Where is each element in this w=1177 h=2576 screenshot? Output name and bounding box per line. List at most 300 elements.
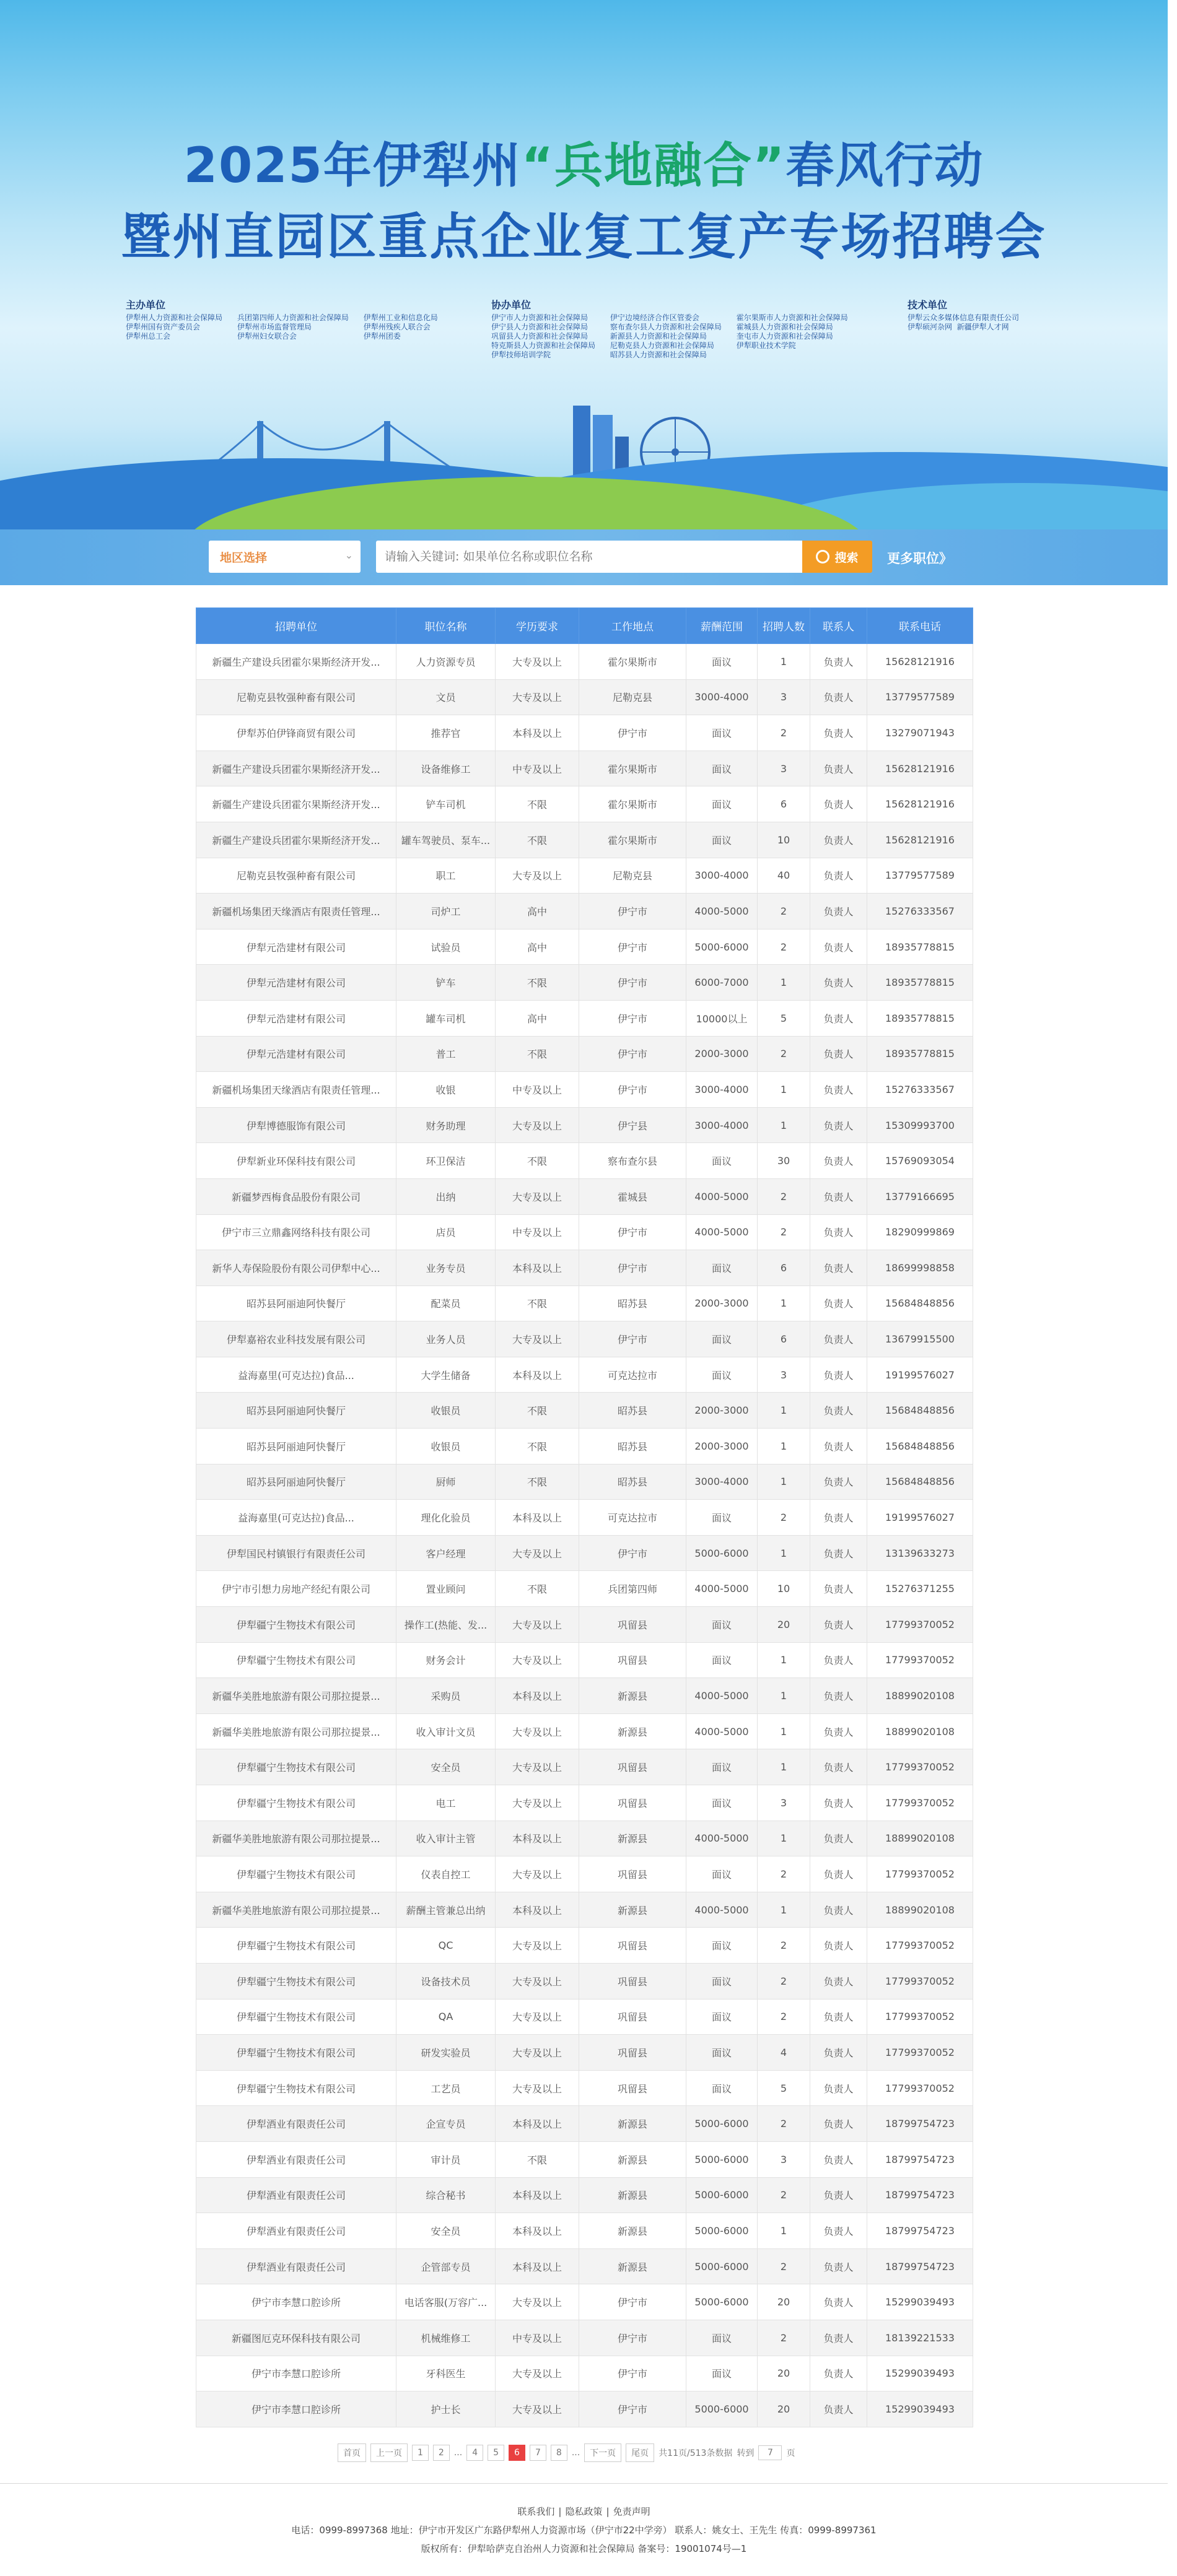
position-cell[interactable]: 护士长 <box>396 2391 496 2427</box>
phone-cell: 17799370052 <box>867 1999 973 2035</box>
position-cell[interactable]: 审计员 <box>396 2141 496 2177</box>
company-cell[interactable]: 伊宁市三立鼎鑫网络科技有限公司 <box>196 1214 396 1250</box>
headcount-cell: 2 <box>758 1963 810 1999</box>
search-input[interactable] <box>376 541 802 573</box>
education-cell: 中专及以上 <box>496 751 579 786</box>
position-cell[interactable]: 置业顾问 <box>396 1571 496 1607</box>
contact-cell: 负责人 <box>810 1429 867 1464</box>
position-cell[interactable]: 设备维修工 <box>396 751 496 786</box>
headcount-cell: 30 <box>758 1143 810 1179</box>
table-row[interactable] <box>196 1749 973 1785</box>
salary-cell: 6000-7000 <box>686 965 758 1001</box>
company-cell[interactable]: 伊犁博德服饰有限公司 <box>196 1107 396 1143</box>
position-cell[interactable]: 财务助理 <box>396 1107 496 1143</box>
table-row[interactable] <box>196 1856 973 1892</box>
position-cell[interactable]: 收银 <box>396 1072 496 1108</box>
phone-cell: 15299039493 <box>867 2356 973 2391</box>
org-item: 奎屯市人力资源和社会保障局 <box>736 332 833 341</box>
headcount-cell: 1 <box>758 1642 810 1678</box>
phone-cell: 19199576027 <box>867 1500 973 1536</box>
contact-cell: 负责人 <box>810 1143 867 1179</box>
org-item: 伊宁市人力资源和社会保障局 <box>491 313 588 322</box>
position-cell[interactable]: QC <box>396 1928 496 1964</box>
table-row[interactable] <box>196 929 973 965</box>
contact-cell: 负责人 <box>810 1678 867 1714</box>
position-cell[interactable]: 店员 <box>396 1214 496 1250</box>
page-link[interactable]: 4 <box>466 2445 483 2461</box>
company-cell[interactable]: 新疆图厄克环保科技有限公司 <box>196 2320 396 2356</box>
table-row[interactable] <box>196 1500 973 1536</box>
table-row[interactable] <box>196 822 973 858</box>
company-cell[interactable]: 伊犁疆宁生物技术有限公司 <box>196 2035 396 2071</box>
position-cell[interactable]: 安全员 <box>396 1749 496 1785</box>
education-cell: 本科及以上 <box>496 1250 579 1286</box>
position-cell[interactable]: 罐车司机 <box>396 1000 496 1036</box>
salary-cell: 面议 <box>686 715 758 751</box>
table-row[interactable] <box>196 1000 973 1036</box>
company-cell[interactable]: 伊犁疆宁生物技术有限公司 <box>196 1642 396 1678</box>
company-cell[interactable]: 伊犁元浩建材有限公司 <box>196 929 396 965</box>
position-cell[interactable]: 文员 <box>396 679 496 715</box>
location-cell: 尼勒克县 <box>579 679 686 715</box>
company-cell[interactable]: 新疆华美胜地旅游有限公司那拉提景... <box>196 1678 396 1714</box>
location-cell: 巩留县 <box>579 1642 686 1678</box>
company-cell[interactable]: 新疆生产建设兵团霍尔果斯经济开发... <box>196 644 396 680</box>
search-button[interactable] <box>802 541 872 573</box>
phone-cell: 18799754723 <box>867 2248 973 2284</box>
company-cell[interactable]: 昭苏县阿丽迪阿快餐厅 <box>196 1286 396 1321</box>
table-row[interactable] <box>196 2177 973 2213</box>
company-cell[interactable]: 新疆机场集团天缘酒店有限责任管理... <box>196 1072 396 1108</box>
education-cell: 不限 <box>496 1286 579 1321</box>
position-cell[interactable]: 收入审计文员 <box>396 1713 496 1749</box>
position-cell[interactable]: 职工 <box>396 858 496 894</box>
position-cell[interactable]: 普工 <box>396 1036 496 1072</box>
location-cell: 伊宁市 <box>579 1250 686 1286</box>
salary-cell: 5000-6000 <box>686 2141 758 2177</box>
table-row[interactable] <box>196 1928 973 1964</box>
headcount-cell: 2 <box>758 1500 810 1536</box>
table-row[interactable] <box>196 786 973 822</box>
position-cell[interactable]: 财务会计 <box>396 1642 496 1678</box>
table-row[interactable] <box>196 2248 973 2284</box>
salary-cell: 4000-5000 <box>686 1571 758 1607</box>
contact-cell: 负责人 <box>810 2213 867 2249</box>
company-cell[interactable]: 新华人寿保险股份有限公司伊犁中心... <box>196 1250 396 1286</box>
position-cell[interactable]: 牙科医生 <box>396 2356 496 2391</box>
table-row[interactable] <box>196 644 973 680</box>
phone-cell: 18899020108 <box>867 1713 973 1749</box>
company-cell[interactable]: 昭苏县阿丽迪阿快餐厅 <box>196 1464 396 1500</box>
position-cell[interactable]: 理化化验员 <box>396 1500 496 1536</box>
company-cell[interactable]: 尼勒克县牧强种畜有限公司 <box>196 679 396 715</box>
education-cell: 大专及以上 <box>496 1642 579 1678</box>
position-cell[interactable]: 综合秘书 <box>396 2177 496 2213</box>
phone-cell: 15769093054 <box>867 1143 973 1179</box>
company-cell[interactable]: 伊犁元浩建材有限公司 <box>196 1036 396 1072</box>
table-row[interactable] <box>196 1713 973 1749</box>
company-cell[interactable]: 伊犁元浩建材有限公司 <box>196 965 396 1001</box>
company-cell[interactable]: 新疆生产建设兵团霍尔果斯经济开发... <box>196 822 396 858</box>
company-cell[interactable]: 伊犁疆宁生物技术有限公司 <box>196 1749 396 1785</box>
salary-cell: 4000-5000 <box>686 1892 758 1928</box>
position-cell[interactable]: 电话客服(万容广... <box>396 2284 496 2320</box>
goto-page-input[interactable] <box>758 2445 782 2460</box>
table-row[interactable] <box>196 1678 973 1714</box>
table-row[interactable] <box>196 858 973 894</box>
company-cell[interactable]: 伊犁酒业有限责任公司 <box>196 2106 396 2142</box>
column-header: 联系电话 <box>867 608 973 644</box>
salary-cell: 3000-4000 <box>686 858 758 894</box>
position-cell[interactable]: 企管部专员 <box>396 2248 496 2284</box>
headcount-cell: 2 <box>758 1036 810 1072</box>
location-cell: 伊宁市 <box>579 965 686 1001</box>
coop-label: 协办单位 <box>491 299 532 311</box>
phone-cell: 15276333567 <box>867 1072 973 1108</box>
table-row[interactable] <box>196 894 973 929</box>
table-row[interactable] <box>196 1892 973 1928</box>
region-select-label: 地区选择 <box>220 551 268 565</box>
position-cell[interactable]: 推荐官 <box>396 715 496 751</box>
position-cell[interactable]: 企宣专员 <box>396 2106 496 2142</box>
org-item: 伊犁技师培训学院 <box>491 350 551 359</box>
table-row[interactable] <box>196 2106 973 2142</box>
headcount-cell: 10 <box>758 1571 810 1607</box>
coop-col-3 <box>737 313 848 350</box>
phone-cell: 18799754723 <box>867 2106 973 2142</box>
education-cell: 本科及以上 <box>496 1821 579 1856</box>
jobs-table <box>196 607 973 2427</box>
org-item: 伊宁边境经济合作区管委会 <box>610 313 699 322</box>
location-cell: 昭苏县 <box>579 1286 686 1321</box>
company-cell[interactable]: 益海嘉里(可克达拉)食品... <box>196 1500 396 1536</box>
company-cell[interactable]: 新疆生产建设兵团霍尔果斯经济开发... <box>196 751 396 786</box>
table-row[interactable] <box>196 1642 973 1678</box>
position-cell[interactable]: 司炉工 <box>396 894 496 929</box>
company-cell[interactable]: 伊犁疆宁生物技术有限公司 <box>196 1785 396 1821</box>
headcount-cell: 1 <box>758 1749 810 1785</box>
page-link-active[interactable]: 6 <box>509 2445 525 2461</box>
phone-cell: 18935778815 <box>867 965 973 1001</box>
org-item: 特克斯县人力资源和社会保障局 <box>491 341 596 350</box>
company-cell[interactable]: 新疆华美胜地旅游有限公司那拉提景... <box>196 1892 396 1928</box>
education-cell: 大专及以上 <box>496 2391 579 2427</box>
table-row[interactable] <box>196 965 973 1001</box>
next-page-button[interactable]: 下一页 <box>584 2443 621 2462</box>
table-row[interactable] <box>196 1214 973 1250</box>
company-cell[interactable]: 伊宁市李慧口腔诊所 <box>196 2391 396 2427</box>
phone-cell: 18699998858 <box>867 1250 973 1286</box>
column-header: 薪酬范围 <box>686 608 758 644</box>
footer-copyright: 版权所有：伊犁哈萨克自治州人力资源和社会保障局 备案号：19001074号—1 <box>421 2543 747 2554</box>
education-cell: 不限 <box>496 1393 579 1429</box>
company-cell[interactable]: 伊宁市李慧口腔诊所 <box>196 2356 396 2391</box>
education-cell: 本科及以上 <box>496 1500 579 1536</box>
phone-cell: 15684848856 <box>867 1464 973 1500</box>
footer-contact: 电话：0999-8997368 地址：伊宁市开发区广东路伊犁州人力资源市场（伊宁市22中学旁） 联系人：姚女士、王先生 传真：0999-8997361 <box>291 2525 877 2536</box>
table-row[interactable] <box>196 1785 973 1821</box>
headcount-cell: 1 <box>758 1072 810 1108</box>
location-cell: 巩留县 <box>579 1928 686 1964</box>
contact-cell: 负责人 <box>810 2035 867 2071</box>
table-row[interactable] <box>196 1429 973 1464</box>
table-row[interactable] <box>196 2035 973 2071</box>
headcount-cell: 1 <box>758 1429 810 1464</box>
headcount-cell: 1 <box>758 1535 810 1571</box>
education-cell: 本科及以上 <box>496 1892 579 1928</box>
position-cell[interactable]: 收入审计主管 <box>396 1821 496 1856</box>
org-item: 伊犁云众多媒体信息有限责任公司 <box>908 313 1020 322</box>
company-cell[interactable]: 新疆华美胜地旅游有限公司那拉提景... <box>196 1713 396 1749</box>
table-row[interactable] <box>196 1963 973 1999</box>
location-cell: 新源县 <box>579 1892 686 1928</box>
location-cell: 伊宁市 <box>579 2320 686 2356</box>
phone-cell: 18290999869 <box>867 1214 973 1250</box>
page-ellipsis: ... <box>453 2448 463 2458</box>
salary-cell: 面议 <box>686 1357 758 1393</box>
education-cell: 中专及以上 <box>496 1214 579 1250</box>
phone-cell: 18799754723 <box>867 2177 973 2213</box>
region-select[interactable] <box>209 541 361 573</box>
salary-cell: 面议 <box>686 1321 758 1357</box>
coop-orgs <box>491 300 860 360</box>
education-cell: 大专及以上 <box>496 2070 579 2106</box>
org-item: 兵团第四师人力资源和社会保障局 <box>237 313 349 322</box>
table-row[interactable] <box>196 2284 973 2320</box>
headcount-cell: 1 <box>758 2213 810 2249</box>
table-row[interactable] <box>196 2213 973 2249</box>
table-row[interactable] <box>196 1178 973 1214</box>
org-item: 尼勒克县人力资源和社会保障局 <box>610 341 714 350</box>
company-cell[interactable]: 新疆华美胜地旅游有限公司那拉提景... <box>196 1821 396 1856</box>
table-row[interactable] <box>196 1607 973 1643</box>
location-cell: 巩留县 <box>579 1607 686 1643</box>
position-cell[interactable]: QA <box>396 1999 496 2035</box>
table-row[interactable] <box>196 1286 973 1321</box>
company-cell[interactable]: 新疆生产建设兵团霍尔果斯经济开发... <box>196 786 396 822</box>
salary-cell: 5000-6000 <box>686 929 758 965</box>
company-cell[interactable]: 益海嘉里(可克达拉)食品... <box>196 1357 396 1393</box>
company-cell[interactable]: 伊犁新业环保科技有限公司 <box>196 1143 396 1179</box>
table-row[interactable] <box>196 751 973 786</box>
company-cell[interactable]: 新疆机场集团天缘酒店有限责任管理... <box>196 894 396 929</box>
page-link[interactable]: 7 <box>530 2445 546 2461</box>
phone-cell: 17799370052 <box>867 1607 973 1643</box>
org-item: 巩留县人力资源和社会保障局 <box>491 332 588 341</box>
position-cell[interactable]: 业务人员 <box>396 1321 496 1357</box>
table-row[interactable] <box>196 715 973 751</box>
phone-cell: 17799370052 <box>867 2070 973 2106</box>
company-cell[interactable]: 伊犁嘉裕农业科技发展有限公司 <box>196 1321 396 1357</box>
page-link[interactable]: 2 <box>433 2445 450 2461</box>
table-row[interactable] <box>196 1250 973 1286</box>
education-cell: 大专及以上 <box>496 644 579 680</box>
company-cell[interactable]: 新疆梦西梅食品股份有限公司 <box>196 1178 396 1214</box>
position-cell[interactable]: 安全员 <box>396 2213 496 2249</box>
position-cell[interactable]: 收银员 <box>396 1429 496 1464</box>
position-cell[interactable]: 仪表自控工 <box>396 1856 496 1892</box>
headcount-cell: 3 <box>758 2141 810 2177</box>
table-row[interactable] <box>196 2070 973 2106</box>
company-cell[interactable]: 伊宁市李慧口腔诊所 <box>196 2284 396 2320</box>
company-cell[interactable]: 伊犁疆宁生物技术有限公司 <box>196 1999 396 2035</box>
company-cell[interactable]: 昭苏县阿丽迪阿快餐厅 <box>196 1429 396 1464</box>
table-row[interactable] <box>196 2320 973 2356</box>
org-item: 伊犁州残疾人联合会 <box>363 323 431 331</box>
position-cell[interactable]: 试验员 <box>396 929 496 965</box>
company-cell[interactable]: 伊犁酒业有限责任公司 <box>196 2248 396 2284</box>
table-row[interactable] <box>196 2391 973 2427</box>
contact-cell: 负责人 <box>810 2284 867 2320</box>
company-cell[interactable]: 伊犁苏伯伊锋商贸有限公司 <box>196 715 396 751</box>
position-cell[interactable]: 人力资源专员 <box>396 644 496 680</box>
location-cell: 伊宁市 <box>579 2391 686 2427</box>
contact-cell: 负责人 <box>810 2320 867 2356</box>
position-cell[interactable]: 出纳 <box>396 1178 496 1214</box>
first-page-button[interactable]: 首页 <box>338 2443 366 2462</box>
headcount-cell: 2 <box>758 929 810 965</box>
footer-link-contact[interactable]: 联系我们 <box>517 2506 555 2517</box>
company-cell[interactable]: 尼勒克县牧强种畜有限公司 <box>196 858 396 894</box>
education-cell: 大专及以上 <box>496 1785 579 1821</box>
page-link[interactable]: 5 <box>488 2445 504 2461</box>
position-cell[interactable]: 收银员 <box>396 1393 496 1429</box>
company-cell[interactable]: 伊犁酒业有限责任公司 <box>196 2141 396 2177</box>
position-cell[interactable]: 机械维修工 <box>396 2320 496 2356</box>
table-row[interactable] <box>196 1571 973 1607</box>
org-item: 霍尔果斯市人力资源和社会保障局 <box>736 313 848 322</box>
company-cell[interactable]: 伊犁疆宁生物技术有限公司 <box>196 2070 396 2106</box>
salary-cell: 4000-5000 <box>686 1214 758 1250</box>
page-link[interactable]: 1 <box>412 2445 429 2461</box>
salary-cell: 面议 <box>686 1963 758 1999</box>
table-row[interactable] <box>196 1464 973 1500</box>
position-cell[interactable]: 采购员 <box>396 1678 496 1714</box>
table-row[interactable] <box>196 1821 973 1856</box>
contact-cell: 负责人 <box>810 1642 867 1678</box>
education-cell: 不限 <box>496 1429 579 1464</box>
position-cell[interactable]: 业务专员 <box>396 1250 496 1286</box>
education-cell: 大专及以上 <box>496 1107 579 1143</box>
contact-cell: 负责人 <box>810 858 867 894</box>
headcount-cell: 10 <box>758 822 810 858</box>
location-cell: 巩留县 <box>579 2035 686 2071</box>
position-cell[interactable]: 罐车驾驶员、泵车... <box>396 822 496 858</box>
page-link[interactable]: 8 <box>551 2445 567 2461</box>
table-row[interactable] <box>196 1393 973 1429</box>
location-cell: 伊宁市 <box>579 2284 686 2320</box>
org-item: 伊宁县人力资源和社会保障局 <box>491 323 588 331</box>
contact-cell: 负责人 <box>810 1999 867 2035</box>
location-cell: 昭苏县 <box>579 1464 686 1500</box>
position-cell[interactable]: 厨师 <box>396 1464 496 1500</box>
headcount-cell: 3 <box>758 679 810 715</box>
last-page-button[interactable]: 尾页 <box>626 2443 654 2462</box>
position-cell[interactable]: 客户经理 <box>396 1535 496 1571</box>
company-cell[interactable]: 伊犁疆宁生物技术有限公司 <box>196 1856 396 1892</box>
table-row[interactable] <box>196 1321 973 1357</box>
org-item: 伊犁职业技术学院 <box>736 341 796 350</box>
more-jobs-link[interactable]: 更多职位》 <box>887 551 952 566</box>
company-cell[interactable]: 昭苏县阿丽迪阿快餐厅 <box>196 1393 396 1429</box>
headcount-cell: 2 <box>758 2177 810 2213</box>
location-cell: 新源县 <box>579 1713 686 1749</box>
headcount-cell: 1 <box>758 1393 810 1429</box>
footer-link-disclaimer[interactable]: 免责声明 <box>613 2506 650 2517</box>
contact-cell: 负责人 <box>810 1535 867 1571</box>
headcount-cell: 2 <box>758 894 810 929</box>
location-cell: 伊宁市 <box>579 1321 686 1357</box>
table-row[interactable] <box>196 1535 973 1571</box>
table-row[interactable] <box>196 1143 973 1179</box>
table-row[interactable] <box>196 2356 973 2391</box>
phone-cell: 13779577589 <box>867 679 973 715</box>
position-cell[interactable]: 设备技术员 <box>396 1963 496 1999</box>
table-row[interactable] <box>196 679 973 715</box>
contact-cell: 负责人 <box>810 1393 867 1429</box>
location-cell: 昭苏县 <box>579 1429 686 1464</box>
location-cell: 巩留县 <box>579 1963 686 1999</box>
table-row[interactable] <box>196 1036 973 1072</box>
table-row[interactable] <box>196 1107 973 1143</box>
education-cell: 本科及以上 <box>496 1357 579 1393</box>
headcount-cell: 40 <box>758 858 810 894</box>
position-cell[interactable]: 配菜员 <box>396 1286 496 1321</box>
table-row[interactable] <box>196 1999 973 2035</box>
search-button-label: 搜索 <box>834 550 859 565</box>
company-cell[interactable]: 伊犁元浩建材有限公司 <box>196 1000 396 1036</box>
org-item: 伊犁州团委 <box>363 332 401 341</box>
org-item: 伊犁州人力资源和社会保障局 <box>126 313 223 322</box>
position-cell[interactable]: 工艺员 <box>396 2070 496 2106</box>
phone-cell: 18935778815 <box>867 1000 973 1036</box>
column-header: 学历要求 <box>496 608 579 644</box>
position-cell[interactable]: 铲车司机 <box>396 786 496 822</box>
position-cell[interactable]: 大学生储备 <box>396 1357 496 1393</box>
contact-cell: 负责人 <box>810 2177 867 2213</box>
headcount-cell: 1 <box>758 1678 810 1714</box>
company-cell[interactable]: 伊犁国民村镇银行有限责任公司 <box>196 1535 396 1571</box>
table-row[interactable] <box>196 2141 973 2177</box>
phone-cell: 15628121916 <box>867 751 973 786</box>
headcount-cell: 5 <box>758 1000 810 1036</box>
headcount-cell: 3 <box>758 751 810 786</box>
position-cell[interactable]: 铲车 <box>396 965 496 1001</box>
company-cell[interactable]: 伊宁市引想力房地产经纪有限公司 <box>196 1571 396 1607</box>
table-row[interactable] <box>196 1357 973 1393</box>
position-cell[interactable]: 操作工(热能、发... <box>396 1607 496 1643</box>
contact-cell: 负责人 <box>810 1286 867 1321</box>
position-cell[interactable]: 电工 <box>396 1785 496 1821</box>
position-cell[interactable]: 薪酬主管兼总出纳 <box>396 1892 496 1928</box>
company-cell[interactable]: 伊犁酒业有限责任公司 <box>196 2177 396 2213</box>
phone-cell: 18799754723 <box>867 2213 973 2249</box>
company-cell[interactable]: 伊犁酒业有限责任公司 <box>196 2213 396 2249</box>
table-row[interactable] <box>196 1072 973 1108</box>
company-cell[interactable]: 伊犁疆宁生物技术有限公司 <box>196 1607 396 1643</box>
company-cell[interactable]: 伊犁疆宁生物技术有限公司 <box>196 1963 396 1999</box>
education-cell: 本科及以上 <box>496 2213 579 2249</box>
prev-page-button[interactable]: 上一页 <box>370 2443 408 2462</box>
position-cell[interactable]: 研发实验员 <box>396 2035 496 2071</box>
salary-cell: 2000-3000 <box>686 1036 758 1072</box>
position-cell[interactable]: 环卫保洁 <box>396 1143 496 1179</box>
footer-link-privacy[interactable]: 隐私政策 <box>565 2506 603 2517</box>
title-suffix: 春风行动 <box>785 138 984 194</box>
phone-cell: 19199576027 <box>867 1357 973 1393</box>
education-cell: 大专及以上 <box>496 679 579 715</box>
company-cell[interactable]: 伊犁疆宁生物技术有限公司 <box>196 1928 396 1964</box>
